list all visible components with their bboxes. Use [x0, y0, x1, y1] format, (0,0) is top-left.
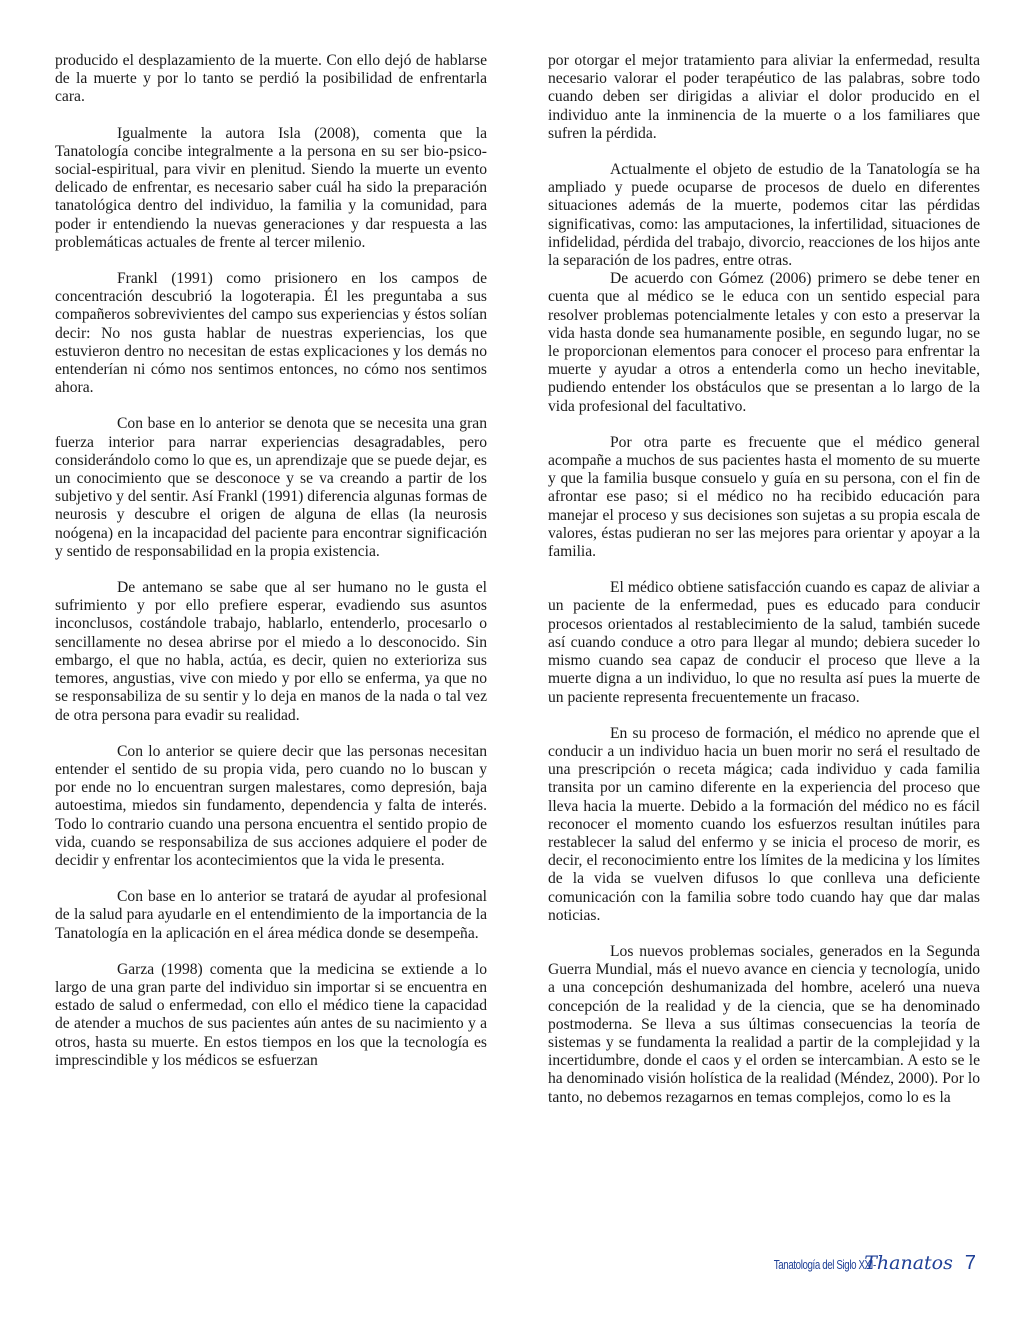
journal-brand-logo: Thanatos: [864, 1252, 953, 1274]
page-footer: [745, 1252, 976, 1278]
paragraph: por otorgar el mejor tratamiento para aliviar la enfermedad, resulta necesario valorar el poder terapéutico de las palabras, sobre todo cuando deben ser dirigidas a aliviar el dolor producido en el individuo ante la inminencia de la muerte o a los familiares que sufren la pérdida.: [548, 52, 980, 142]
paragraph: Actualmente el objeto de estudio de la Tanatología se ha ampliado y puede ocuparse de procesos de duelo en diferentes situaciones además de la muerte, podemos citar las pérdidas significativas, como: las amputaciones, la infertilidad, situaciones de infidelidad, pérdida del trabajo, divorcio, reacciones de los hijos ante la separación de los padres, entre otras.: [548, 161, 980, 270]
paragraph: producido el desplazamiento de la muerte. Con ello dejó de hablarse de la muerte y por lo tanto se perdió la posibilidad de enfrentarla cara.: [55, 52, 487, 106]
paragraph: Igualmente la autora Isla (2008), comenta que la Tanatología concibe integralmente a la persona en su ser bio-psico-social-espiritual, para vivir en plenitud. Siendo la muerte un evento delicado de enfrentar, es necesario saber cuál ha sido la preparación tanatológica dentro del individuo, la familia y la comunidad, para poder ir entendiendo la nuevas generaciones y dar respuesta a las problemáticas actuales de frente al tercer milenio.: [55, 124, 487, 251]
paragraph: Por otra parte es frecuente que el médico general acompañe a muchos de sus pacientes hasta el momento de su muerte y que la familia busque consuelo y guía en su persona, con el fin de afrontar ese paso; si el médico no ha recibido educación para manejar el proceso y sus decisiones son sujetas a su propia escala de valores, éstas pudieran no ser las mejores para orientar y apoyar a la familia.: [548, 433, 980, 561]
paragraph: Frankl (1991) como prisionero en los campos de concentración descubrió la logoterapia. Él les preguntaba a sus compañeros sobrevivientes del campo sus experiencias y éstos solían decir: No nos gusta hablar de nuestras experiencias, los que estuvieron dentro no necesitan de estas explicaciones y los demás no entenderían ni cómo nos sentimos entonces, no cómo nos sentimos ahora.: [55, 270, 487, 397]
paragraph: Con base en lo anterior se tratará de ayudar al profesional de la salud para ayudarle en el entendimiento de la importancia de la Tanatología en la aplicación en el área médica donde se desempeña.: [55, 888, 487, 942]
paragraph: Los nuevos problemas sociales, generados en la Segunda Guerra Mundial, más el nuevo avance en ciencia y tecnología, unido a una concepción deshumanizada del hombre, aceleró una nueva concepción de la realidad y de la ciencia, que se ha denominado postmoderna. Se lleva a sus últimas consecuencias la teoría de sistemas y se fundamenta la realidad a partir de la complejidad y la incertidumbre, donde el caos y el orden se intercambian. A esto se le ha denominado visión holística de la realidad (Méndez, 2000). Por lo tanto, no debemos rezagarnos en temas complejos, como lo es la: [548, 942, 980, 1106]
journal-series-name: Tanatología del Siglo XXI-: [774, 1258, 877, 1272]
paragraph: De antemano se sabe que al ser humano no le gusta el sufrimiento y por ello prefiere esperar, evadiendo sus asuntos inconclusos, costándole trabajo, hablarlo, entenderlo, procesarlo o sencillamente no desea abrirse por el miedo a lo desconocido. Sin embargo, el que no habla, actúa, es decir, quien no exterioriza sus temores, angustias, vive con miedo y por ello se enferma, ya que no se responsabiliza de su sentir y lo deja en manos de la nada o tal vez de otra persona para evadir su realidad.: [55, 579, 487, 724]
paragraph: En su proceso de formación, el médico no aprende que el conducir a un individuo hacia un buen morir no será el resultado de una prescripción o receta mágica; cada individuo y cada familia transita por un camino diferente en la experiencia del proceso que lleva hacia la muerte. Debido a la formación del médico no es fácil reconocer el momento cuando los esfuerzos resultan inútiles para restablecer la salud del enfermo y se inicia el proceso de morir, es decir, el reconocimiento entre los límites de la medicina y los límites de la vida se vuelven difusos lo que conlleva una deficiente comunicación con la familia sobre todo cuando hay que dar malas noticias.: [548, 724, 980, 924]
right-text-column: [548, 52, 980, 1125]
paragraph: El médico obtiene satisfacción cuando es capaz de aliviar a un paciente de la enfermedad, pues es educado para conducir procesos orientados al restablecimiento de la salud, también sucede así cuando conduce a otro para llegar al mundo; debiera suceder lo mismo cuando sea capaz de conducir el proceso que lleve a la muerte digna a un individuo, lo que no resulta así pues la muerte de un paciente representa frecuentemente un fracaso.: [548, 579, 980, 706]
paragraph: Con lo anterior se quiere decir que las personas necesitan entender el sentido de su propia vida, pero cuando no lo buscan y por ende no lo encuentran surgen malestares, como depresión, baja autoestima, miedos sin fundamento, dependencia y falta de interés. Todo lo contrario cuando una persona encuentra el sentido propio de vida, cuando se responsabiliza de sus acciones adquiere el poder de decidir y enfrentar los acontecimientos que la vida le presenta.: [55, 742, 487, 869]
paragraph: De acuerdo con Gómez (2006) primero se debe tener en cuenta que al médico se le educa con un sentido especial para resolver problemas potencialmente letales y con esto a preservar la vida hasta donde sea humanamente posible, en segundo lugar, no se le proporcionan elementos para conocer el proceso para enfrentar la muerte y ayudar a otros a entenderla como un hecho inevitable, pudiendo entender los obstáculos que se presentan a lo largo de la vida profesional del facultativo.: [548, 270, 980, 415]
left-text-column: [55, 52, 487, 1088]
paragraph: Garza (1998) comenta que la medicina se extiende a lo largo de una gran parte del individuo sin importar si se encuentra en estado de salud o enfermedad, con ello el médico tiene la capacidad de atender a muchos de sus pacientes aún antes de su nacimiento y a otros, hasta su muerte. En estos tiempos en los que la tecnología es imprescindible y los médicos se esfuerzan: [55, 960, 487, 1069]
paragraph: Con base en lo anterior se denota que se necesita una gran fuerza interior para narrar experiencias desagradables, pero considerándolo como lo que es, un aprendizaje que se puede dejar, es un conocimiento que se desconoce y se va creando a partir de los subjetivo y del sentir. Así Frankl (1991) diferencia algunas formas de neurosis y descubre el origen de alguna de ellas (la neurosis noógena) en la incapacidad del paciente para encontrar significación y sentido de responsabilidad en la propia existencia.: [55, 415, 487, 560]
page-number: 7: [964, 1252, 976, 1274]
